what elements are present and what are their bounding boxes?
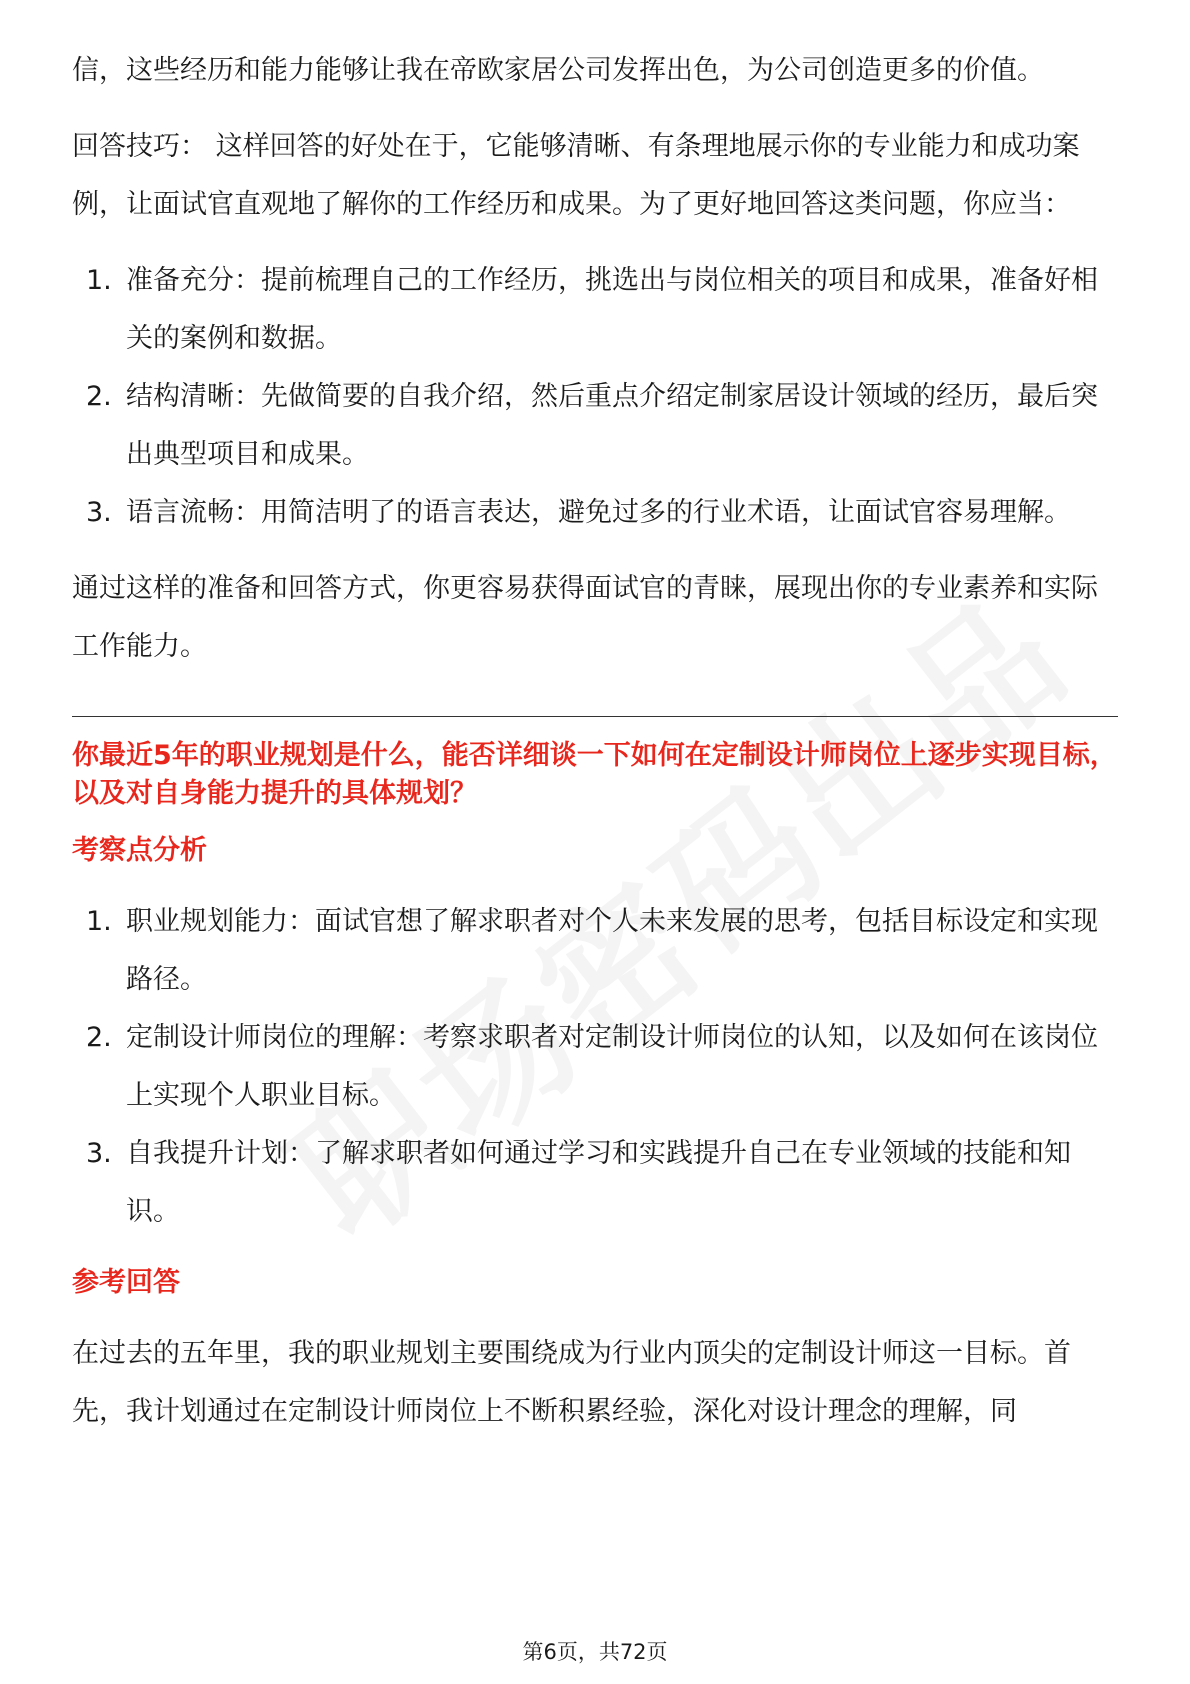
- page-content: [72, 42, 1118, 1441]
- list-number: 2.: [86, 381, 112, 412]
- list-item: [72, 893, 1118, 1009]
- page-number: 第6页，共72页: [522, 1640, 668, 1664]
- list-item-text: 准备充分：提前梳理自己的工作经历，挑选出与岗位相关的项目和成果，准备好相关的案例和数据。: [126, 265, 1098, 354]
- list-item-text: 语言流畅：用简洁明了的语言表达，避免过多的行业术语，让面试官容易理解。: [126, 497, 1071, 528]
- list-item-text: 职业规划能力：面试官想了解求职者对个人未来发展的思考，包括目标设定和实现路径。: [126, 906, 1098, 995]
- list-number: 3.: [86, 1138, 112, 1169]
- list-item: [72, 1009, 1118, 1125]
- list-item: [72, 484, 1118, 542]
- list-item-text: 自我提升计划：了解求职者如何通过学习和实践提升自己在专业领域的技能和知识。: [126, 1138, 1071, 1227]
- analysis-list: [72, 893, 1118, 1241]
- list-number: 2.: [86, 1022, 112, 1053]
- tips-closing: 通过这样的准备和回答方式，你更容易获得面试官的青睐，展现出你的专业素养和实际工作能力。: [72, 573, 1098, 662]
- list-item: [72, 368, 1118, 484]
- list-number: 1.: [86, 265, 112, 296]
- question-title: 你最近5年的职业规划是什么，能否详细谈一下如何在定制设计师岗位上逐步实现目标，以及对自身能力提升的具体规划？: [72, 740, 1117, 809]
- list-item-text: 定制设计师岗位的理解：考察求职者对定制设计师岗位的认知，以及如何在该岗位上实现个人职业目标。: [126, 1022, 1098, 1111]
- list-number: 3.: [86, 497, 112, 528]
- analysis-heading: 考察点分析: [72, 835, 207, 866]
- list-number: 1.: [86, 906, 112, 937]
- intro-continuation: 信，这些经历和能力能够让我在帝欧家居公司发挥出色，为公司创造更多的价值。: [72, 55, 1044, 86]
- list-item: [72, 1125, 1118, 1241]
- list-item: [72, 252, 1118, 368]
- answer-heading: 参考回答: [72, 1267, 180, 1298]
- list-item-text: 结构清晰：先做简要的自我介绍，然后重点介绍定制家居设计领域的经历，最后突出典型项目和成果。: [126, 381, 1098, 470]
- tips-list: [72, 252, 1118, 542]
- answer-text: 在过去的五年里，我的职业规划主要围绕成为行业内顶尖的定制设计师这一目标。首先，我计划通过在定制设计师岗位上不断积累经验，深化对设计理念的理解，同: [72, 1338, 1071, 1427]
- tips-paragraph: 回答技巧： 这样回答的好处在于，它能够清晰、有条理地展示你的专业能力和成功案例，让面试官直观地了解你的工作经历和成果。为了更好地回答这类问题，你应当：: [72, 131, 1080, 220]
